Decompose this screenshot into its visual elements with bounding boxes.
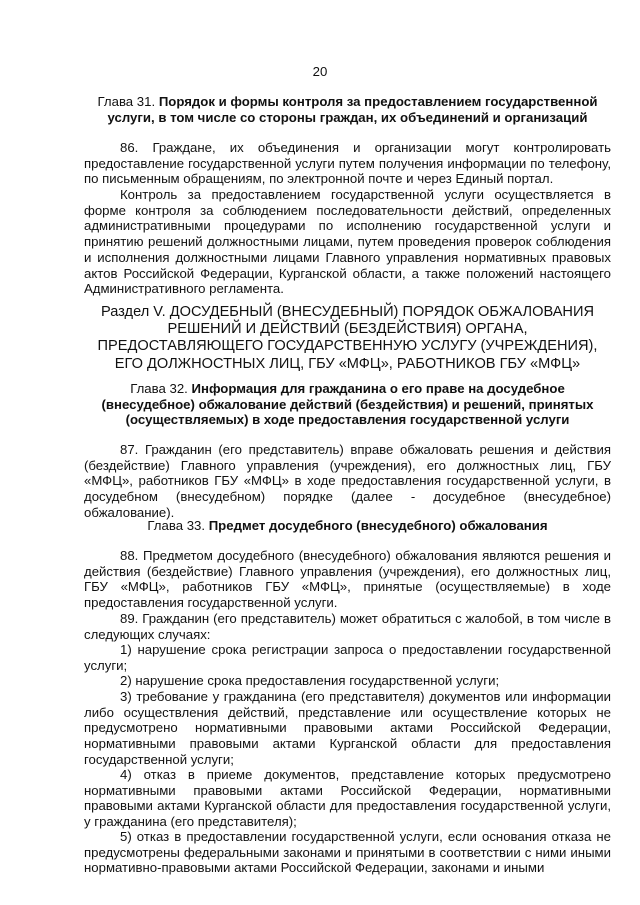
paragraph-86-control: Контроль за предоставлением государственной услуги осуществляется в форме контроля за соблюдением последовательности действий, определенных административными процедурами по исполнению государственной услуги и принятию решений должностными лицами, путем проведения проверок соблюдения и исполнения должностными лицами Главного управления нормативных правовых актов Российской Федерации, Курганской области, а также положений настоящего Административного регламента. [84,187,611,297]
paragraph-86: 86. Граждане, их объединения и организации могут контролировать предоставление государственной услуги путем получения информации по телефону, по письменным обращениям, по электронной почте и через Единый портал. [84,140,611,187]
list-item: 3) требование у гражданина (его представителя) документов или информации либо осуществления действий, представление или осуществление которых не предусмотрено нормативными правовыми актами Российской Федерации, нормативными правовыми актами Курганской области для предоставления государственной услуги; [84,689,611,767]
chapter-33-prefix: Глава 33. [147,518,206,533]
page-number: 20 [312,64,328,79]
chapter-33-title: Предмет досудебного (внесудебного) обжалования [208,518,548,533]
chapter-31-title: Порядок и формы контроля за предоставлением государственной услуги, в том числе со стороны граждан, их объединений и организаций [107,94,598,125]
chapter-31-heading [84,94,611,125]
section-5-heading: Раздел V. ДОСУДЕБНЫЙ (ВНЕСУДЕБНЫЙ) ПОРЯДОК ОБЖАЛОВАНИЯ РЕШЕНИЙ И ДЕЙСТВИЙ (БЕЗДЕЙСТВИЯ) ОРГАНА, ПРЕДОСТАВЛЯЮЩЕГО ГОСУДАРСТВЕННУЮ УСЛУГУ (УЧРЕЖДЕНИЯ), ЕГО ДОЛЖНОСТНЫХ ЛИЦ, ГБУ «МФЦ», РАБОТНИКОВ ГБУ «МФЦ» [97,304,598,372]
chapter-32-heading [84,381,611,428]
paragraph-88: 88. Предметом досудебного (внесудебного) обжалования являются решения и действия (бездействие) Главного управления (учреждения), его должностных лиц, ГБУ «МФЦ», работников ГБУ «МФЦ», принятые (осуществляемые) в ходе предоставления государственной услуги. [84,548,611,611]
list-item: 5) отказ в предоставлении государственной услуги, если основания отказа не предусмотрены федеральными законами и принятыми в соответствии с ними иными нормативно-правовыми актами Российской Федерации, законами и иными [84,829,611,876]
list-item: 4) отказ в приеме документов, представление которых предусмотрено нормативными правовыми актами Российской Федерации, нормативными правовыми актами Курганской области для предоставления государственной услуги, у гражданина (его представителя); [84,767,611,830]
chapter-32-prefix: Глава 32. [130,381,188,396]
paragraph-87: 87. Гражданин (его представитель) вправе обжаловать решения и действия (бездействие) Главного управления (учреждения), его должностных лиц, ГБУ «МФЦ», работников ГБУ «МФЦ» в ходе предоставления государственной услуги, в досудебном (внесудебном) порядке (далее - досудебное (внесудебное) обжалование). [84,442,611,520]
chapter-31-prefix: Глава 31. [97,94,156,109]
list-item: 1) нарушение срока регистрации запроса о предоставлении государственной услуги; [84,642,611,673]
chapter-33-heading [84,518,611,534]
paragraph-89: 89. Гражданин (его представитель) может обратиться с жалобой, в том числе в следующих случаях: [84,611,611,642]
chapter-32-title: Информация для гражданина о его праве на досудебное (внесудебное) обжалование действий (бездействия) и решений, принятых (осуществляемых) в ходе предоставления государственной услуги [101,381,594,428]
list-item: 2) нарушение срока предоставления государственной услуги; [120,673,500,688]
